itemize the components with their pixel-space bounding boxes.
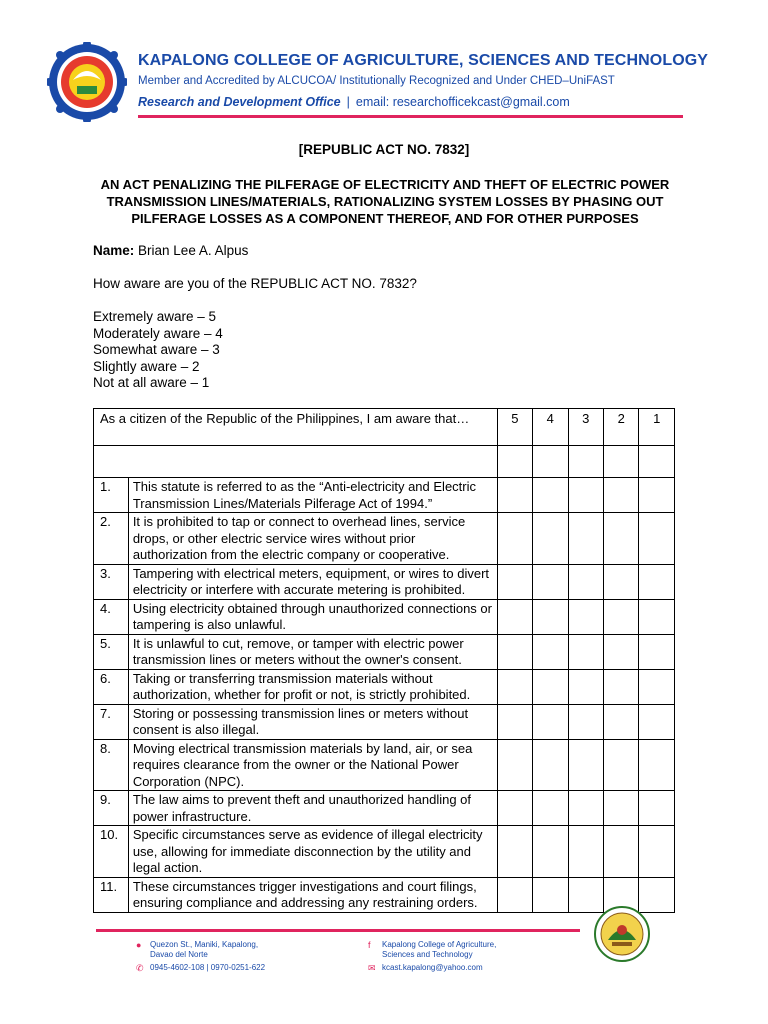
item-statement: These circumstances trigger investigations and court filings, ensuring compliance and addressing any restraining orders. (128, 877, 497, 912)
rating-cell-5[interactable] (497, 478, 532, 513)
rating-header-4: 4 (533, 409, 568, 446)
rating-header-3: 3 (568, 409, 603, 446)
footer-facebook (368, 940, 496, 960)
act-title: AN ACT PENALIZING THE PILFERAGE OF ELECTRICITY AND THEFT OF ELECTRIC POWER TRANSMISSION LINES/MATERIALS, RATIONALIZING SYSTEM LOSSES BY PHASING OUT PILFERAGE LOSSES AS A COMPONENT THEREOF, AND FOR OTHER PURPOSES (100, 177, 670, 226)
rating-cell-1[interactable] (639, 669, 675, 704)
rating-cell-5[interactable] (497, 826, 532, 878)
table-row (94, 478, 675, 513)
blank-cell (533, 446, 568, 478)
address-text (150, 940, 258, 960)
rating-cell-4[interactable] (533, 704, 568, 739)
rating-cell-4[interactable] (533, 739, 568, 791)
scale-item: Moderately aware – 4 (93, 325, 223, 341)
table-row (94, 739, 675, 791)
rating-cell-5[interactable] (497, 791, 532, 826)
rating-cell-2[interactable] (604, 704, 639, 739)
office-line (138, 95, 570, 109)
table-row (94, 564, 675, 599)
rating-cell-4[interactable] (533, 634, 568, 669)
rating-cell-5[interactable] (497, 564, 532, 599)
item-number: 2. (94, 513, 129, 565)
rating-cell-4[interactable] (533, 877, 568, 912)
footer-contact-right (368, 940, 496, 976)
rating-header-5: 5 (497, 409, 532, 446)
act-number: [REPUBLIC ACT NO. 7832] (298, 142, 470, 157)
scale-item: Somewhat aware – 3 (93, 342, 220, 357)
awareness-question: How aware are you of the REPUBLIC ACT NO. 7832? (93, 276, 417, 291)
mail-icon: ✉ (368, 963, 376, 973)
item-statement: It is unlawful to cut, remove, or tamper with electric power transmission lines or meters without the owner's consent. (128, 634, 497, 669)
facebook-icon: f (368, 940, 371, 950)
facebook-text (382, 940, 496, 960)
facebook-line1: Kapalong College of Agriculture, (382, 940, 497, 949)
item-statement: Tampering with electrical meters, equipment, or wires to divert electricity or interfere with accurate metering is prohibited. (128, 564, 497, 599)
item-number: 6. (94, 669, 129, 704)
table-row (94, 877, 675, 912)
rating-cell-3[interactable] (568, 513, 603, 565)
item-statement: This statute is referred to as the “Anti-electricity and Electric Transmission Lines/Materials Pilferage Act of 1994.” (128, 478, 497, 513)
item-number: 5. (94, 634, 129, 669)
item-statement: The law aims to prevent theft and unauthorized handling of power infrastructure. (128, 791, 497, 826)
item-statement: Storing or possessing transmission lines or meters without consent is also illegal. (128, 704, 497, 739)
rating-cell-1[interactable] (639, 564, 675, 599)
rating-cell-5[interactable] (497, 877, 532, 912)
table-row (94, 513, 675, 565)
rating-cell-1[interactable] (639, 791, 675, 826)
rating-cell-1[interactable] (639, 599, 675, 634)
address-line1: Quezon St., Maniki, Kapalong, (150, 940, 259, 949)
rating-cell-4[interactable] (533, 826, 568, 878)
office-email[interactable]: email: researchofficekcast@gmail.com (355, 95, 570, 109)
name-value: Brian Lee A. Alpus (138, 243, 249, 258)
awareness-table (93, 408, 675, 913)
rating-cell-4[interactable] (533, 513, 568, 565)
footer-email (368, 963, 496, 973)
rating-cell-4[interactable] (533, 564, 568, 599)
header-statement: As a citizen of the Republic of the Philippines, I am aware that… (94, 409, 498, 446)
footer-divider (96, 929, 580, 932)
table-row (94, 634, 675, 669)
rating-cell-1[interactable] (639, 634, 675, 669)
phone-icon: ✆ (136, 963, 144, 973)
rating-cell-2[interactable] (604, 669, 639, 704)
name-label: Name: (93, 243, 135, 258)
item-number: 10. (94, 826, 129, 878)
facebook-line2: Sciences and Technology (382, 950, 473, 959)
rating-cell-1[interactable] (639, 704, 675, 739)
scale-item: Not at all aware – 1 (93, 375, 210, 390)
phone-text: 0945-4602-108 | 0970-0251-622 (150, 963, 266, 972)
item-number: 9. (94, 791, 129, 826)
item-number: 4. (94, 599, 129, 634)
footer-contact-left (136, 940, 265, 976)
rating-cell-2[interactable] (604, 564, 639, 599)
address-line2: Davao del Norte (150, 950, 208, 959)
rating-cell-4[interactable] (533, 478, 568, 513)
rating-cell-3[interactable] (568, 599, 603, 634)
table-row (94, 791, 675, 826)
rating-cell-1[interactable] (639, 513, 675, 565)
rating-cell-5[interactable] (497, 599, 532, 634)
rating-cell-2[interactable] (604, 791, 639, 826)
rating-cell-3[interactable] (568, 704, 603, 739)
rating-cell-5[interactable] (497, 513, 532, 565)
rating-cell-2[interactable] (604, 739, 639, 791)
blank-cell (568, 446, 603, 478)
table-row (94, 704, 675, 739)
office-name: Research and Development Office (138, 95, 341, 109)
rating-cell-4[interactable] (533, 791, 568, 826)
rating-cell-2[interactable] (604, 634, 639, 669)
accreditation-line: Member and Accredited by ALCUCOA/ Institutionally Recognized and Under CHED–UniFAST (138, 75, 615, 87)
rating-cell-3[interactable] (568, 564, 603, 599)
rating-cell-5[interactable] (497, 704, 532, 739)
table-row (94, 669, 675, 704)
rating-cell-1[interactable] (639, 826, 675, 878)
item-number: 7. (94, 704, 129, 739)
rating-cell-5[interactable] (497, 634, 532, 669)
rating-cell-5[interactable] (497, 739, 532, 791)
item-statement: Specific circumstances serve as evidence of illegal electricity use, allowing for immediate disconnection by the utility and legal action. (128, 826, 497, 878)
location-pin-icon: ● (136, 940, 142, 950)
rating-cell-1[interactable] (639, 478, 675, 513)
rating-cell-4[interactable] (533, 599, 568, 634)
rating-cell-2[interactable] (604, 478, 639, 513)
rating-cell-4[interactable] (533, 669, 568, 704)
blank-cell (497, 446, 532, 478)
blank-cell (604, 446, 639, 478)
blank-cell (94, 446, 498, 478)
item-number: 3. (94, 564, 129, 599)
blank-cell (639, 446, 675, 478)
college-name: KAPALONG COLLEGE OF AGRICULTURE, SCIENCES AND TECHNOLOGY (138, 52, 709, 69)
item-statement: Moving electrical transmission materials by land, air, or sea requires clearance from the owner or the National Power Corporation (NPC). (128, 739, 497, 791)
item-number: 8. (94, 739, 129, 791)
item-number: 11. (94, 877, 129, 912)
table-row (94, 826, 675, 878)
footer-email-text[interactable]: kcast.kapalong@yahoo.com (382, 963, 483, 972)
rating-cell-3[interactable] (568, 634, 603, 669)
scale-item: Extremely aware – 5 (93, 309, 217, 324)
college-logo (47, 42, 127, 122)
respondent-name (93, 243, 248, 258)
rating-cell-1[interactable] (639, 739, 675, 791)
college-seal (594, 906, 650, 962)
rating-cell-3[interactable] (568, 669, 603, 704)
table-header-row (94, 409, 675, 446)
rating-cell-3[interactable] (568, 739, 603, 791)
rating-cell-3[interactable] (568, 478, 603, 513)
rating-cell-3[interactable] (568, 826, 603, 878)
item-statement: Using electricity obtained through unauthorized connections or tampering is also unlawful. (128, 599, 497, 634)
header-divider (138, 115, 683, 118)
rating-header-2: 2 (604, 409, 639, 446)
rating-cell-2[interactable] (604, 599, 639, 634)
footer-address (136, 940, 265, 960)
footer-phone (136, 963, 265, 973)
rating-cell-2[interactable] (604, 513, 639, 565)
rating-header-1: 1 (639, 409, 675, 446)
item-number: 1. (94, 478, 129, 513)
rating-cell-3[interactable] (568, 791, 603, 826)
rating-cell-5[interactable] (497, 669, 532, 704)
office-separator: | (346, 95, 350, 109)
table-row (94, 599, 675, 634)
item-statement: Taking or transferring transmission materials without authorization, whether for profit or not, is strictly prohibited. (128, 669, 497, 704)
rating-scale (93, 309, 223, 392)
scale-item: Slightly aware – 2 (93, 358, 200, 374)
table-blank-row (94, 446, 675, 478)
item-statement: It is prohibited to tap or connect to overhead lines, service drops, or other electric service wires without prior authorization from the electric company or cooperative. (128, 513, 497, 565)
rating-cell-2[interactable] (604, 826, 639, 878)
